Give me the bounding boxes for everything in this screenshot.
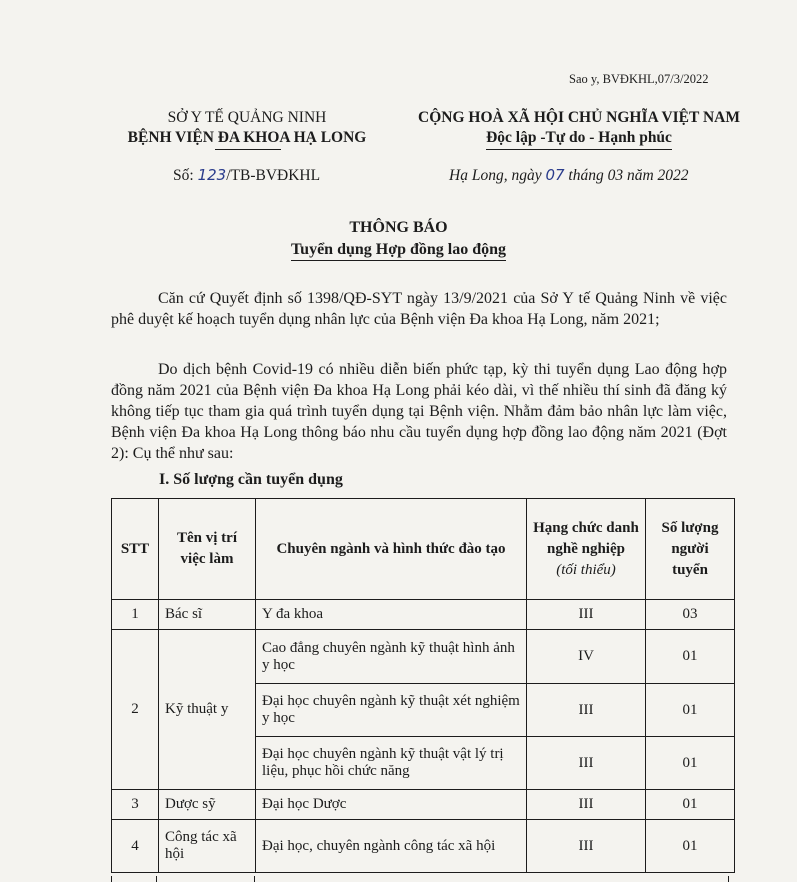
recruitment-table: [111, 498, 735, 873]
header-divider: [215, 149, 281, 150]
handwritten-number: 123: [197, 166, 227, 184]
table-header-row: [112, 499, 735, 600]
table-row: 4 Công tác xã hội Đại học, chuyên ngành công tác xã hội III 01: [112, 820, 735, 873]
agency-name: SỞ Y TẾ QUẢNG NINH: [167, 109, 327, 126]
document-subtitle: Tuyển dụng Hợp đồng lao động: [0, 241, 797, 261]
document-title: THÔNG BÁO: [349, 219, 448, 236]
table-row: 2 Kỹ thuật y Cao đẳng chuyên ngành kỹ thuật hình ảnh y học IV 01: [112, 630, 735, 684]
motto: Độc lập -Tự do - Hạnh phúc: [486, 128, 672, 150]
table-row: 3 Dược sỹ Đại học Dược III 01: [112, 790, 735, 820]
handwritten-day: 07: [545, 166, 565, 184]
table-row: Đại học chuyên ngành kỹ thuật vật lý trị liệu, phục hồi chức năng III 01: [112, 737, 735, 790]
document-number: Số: 123/TB-BVĐKHL: [173, 166, 321, 184]
table-row: 1 Bác sĩ Y đa khoa III 03: [112, 600, 735, 630]
table-continuation: [111, 876, 729, 882]
nation-name: CỘNG HOÀ XÃ HỘI CHỦ NGHĨA VIỆT NAM: [418, 109, 740, 126]
header-stt: STT: [112, 499, 159, 600]
paragraph-legal-basis: Căn cứ Quyết định số 1398/QĐ-SYT ngày 13/9/2021 của Sở Y tế Quảng Ninh về việc phê duyệt kế hoạch tuyển dụng nhân lực của Bệnh viện Đa khoa Hạ Long, năm 2021;: [111, 290, 727, 328]
paragraph-context: Do dịch bệnh Covid-19 có nhiều diễn biến phức tạp, kỳ thi tuyển dụng Lao động hợp đồng năm 2021 của Bệnh viện Đa khoa Hạ Long phải kéo dài, vì thế nhiều thí sinh đã đăng ký không tiếp tục tham gia quá trình tuyển dụng tại Bệnh viện. Nhằm đảm bảo nhân lực làm việc, Bệnh viện Đa khoa Hạ Long thông báo nhu cầu tuyển dụng hợp đồng lao động năm 2021 (Đợt 2): Cụ thể như sau:: [111, 361, 727, 462]
rank-note: (tối thiểu): [556, 561, 616, 578]
header-major: Chuyên ngành và hình thức đào tạo: [256, 499, 527, 600]
national-motto-block: [398, 108, 760, 150]
header-position: Tên vị trí việc làm: [159, 499, 256, 600]
copy-certification-note: Sao y, BVĐKHL,07/3/2022: [569, 72, 709, 86]
header-rank: Hạng chức danh nghề nghiệp (tối thiểu): [527, 499, 646, 600]
issuing-agency-block: [112, 108, 382, 148]
section-heading: I. Số lượng cần tuyển dụng: [159, 471, 343, 488]
header-quantity: Số lượng người tuyển: [646, 499, 735, 600]
table-row: Đại học chuyên ngành kỹ thuật xét nghiệm y học III 01: [112, 684, 735, 737]
hospital-name: BỆNH VIỆN ĐA KHOA HẠ LONG: [127, 129, 367, 146]
issue-date: Hạ Long, ngày 07 tháng 03 năm 2022: [449, 166, 689, 184]
